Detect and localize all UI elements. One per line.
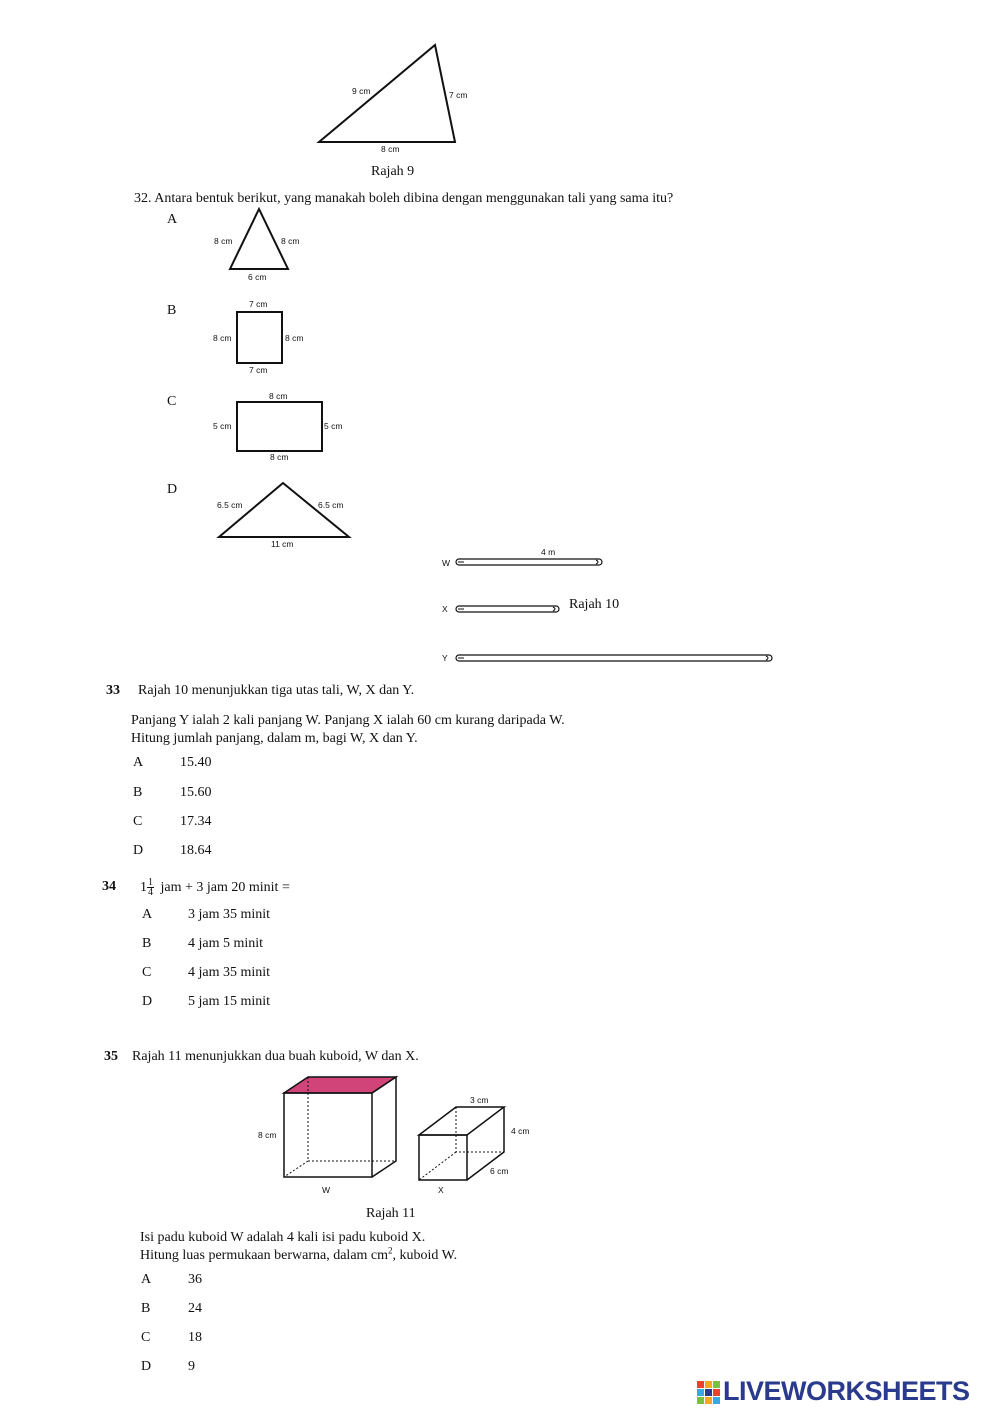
q35-line-2-superscript: 2 xyxy=(388,1245,393,1256)
q35-option-a-letter[interactable]: A xyxy=(141,1272,152,1287)
q32-d-right-label: 6.5 cm xyxy=(318,500,344,510)
q34-option-b-letter[interactable]: B xyxy=(142,936,152,951)
cuboid-w-height-label: 8 cm xyxy=(258,1130,277,1140)
liveworksheets-wordmark: LIVEWORKSHEETS xyxy=(723,1376,970,1406)
q32-option-d-letter[interactable]: D xyxy=(167,482,178,497)
rajah-9-caption: Rajah 9 xyxy=(371,164,415,179)
q32-c-left-label: 5 cm xyxy=(213,421,232,431)
q32-a-left-label: 8 cm xyxy=(214,236,233,246)
rajah-9-right-label: 7 cm xyxy=(449,90,468,100)
q34-numerator: 1 xyxy=(148,877,153,889)
question-33-line-1: Panjang Y ialah 2 kali panjang W. Panjang X ialah 60 cm kurang daripada W. xyxy=(131,713,565,728)
question-33-stem: Rajah 10 menunjukkan tiga utas tali, W, X dan Y. xyxy=(138,683,415,698)
question-35-line-2 xyxy=(140,1247,457,1265)
q32-d-bottom-label: 11 cm xyxy=(271,539,294,549)
question-35-line-1: Isi padu kuboid W adalah 4 kali isi padu kuboid X. xyxy=(140,1230,426,1245)
q34-option-d-letter[interactable]: D xyxy=(142,994,153,1009)
q35-option-c-value[interactable]: 18 xyxy=(188,1330,202,1345)
question-35-number: 35 xyxy=(104,1049,118,1064)
q32-c-bottom-label: 8 cm xyxy=(270,452,289,462)
q34-rest: jam + 3 jam 20 minit = xyxy=(160,880,290,895)
question-34-number: 34 xyxy=(102,879,116,894)
rajah-11-caption: Rajah 11 xyxy=(366,1206,416,1221)
q34-option-c-value[interactable]: 4 jam 35 minit xyxy=(188,965,271,980)
q33-option-a-value[interactable]: 15.40 xyxy=(180,755,212,770)
q32-option-b-letter[interactable]: B xyxy=(167,303,177,318)
q34-option-d-value[interactable]: 5 jam 15 minit xyxy=(188,994,271,1009)
q32-c-right-label: 5 cm xyxy=(324,421,343,431)
q32-b-left-label: 8 cm xyxy=(213,333,232,343)
q33-option-c-value[interactable]: 17.34 xyxy=(180,814,212,829)
q34-whole: 1 xyxy=(140,880,147,895)
rajah-10-caption: Rajah 10 xyxy=(569,597,620,612)
q32-option-a-letter[interactable]: A xyxy=(167,212,178,227)
q32-a-bottom-label: 6 cm xyxy=(248,272,267,282)
q35-line-2-text: Hitung luas permukaan berwarna, dalam cm xyxy=(140,1248,389,1263)
rope-w-length-label: 4 m xyxy=(541,547,556,557)
q34-option-a-value[interactable]: 3 jam 35 minit xyxy=(188,907,271,922)
q32-option-c-letter[interactable]: C xyxy=(167,394,177,409)
q35-option-c-letter[interactable]: C xyxy=(141,1330,151,1345)
q35-option-b-value[interactable]: 24 xyxy=(188,1301,202,1316)
question-32-text: 32. Antara bentuk berikut, yang manakah boleh dibina dengan menggunakan tali yang sama itu? xyxy=(134,191,674,206)
rope-x-label: X xyxy=(442,604,448,614)
cuboid-w-name: W xyxy=(322,1185,331,1195)
question-33-line-2: Hitung jumlah panjang, dalam m, bagi W, X dan Y. xyxy=(131,731,418,746)
q32-b-right-label: 8 cm xyxy=(285,333,304,343)
q35-option-d-letter[interactable]: D xyxy=(141,1359,152,1374)
cuboid-w-shaded-top xyxy=(284,1077,396,1093)
q32-a-right-label: 8 cm xyxy=(281,236,300,246)
rope-w-label: W xyxy=(442,558,451,568)
liveworksheets-icon xyxy=(697,1381,721,1407)
q35-option-a-value[interactable]: 36 xyxy=(188,1272,202,1287)
q33-option-c-letter[interactable]: C xyxy=(133,814,143,829)
q32-c-top-label: 8 cm xyxy=(269,391,288,401)
rajah-9-left-label: 9 cm xyxy=(352,86,371,96)
q34-option-c-letter[interactable]: C xyxy=(142,965,152,980)
q33-option-a-letter[interactable]: A xyxy=(133,755,144,770)
q32-d-left-label: 6.5 cm xyxy=(217,500,243,510)
cuboid-x-height-label: 4 cm xyxy=(511,1126,530,1136)
question-33-number: 33 xyxy=(106,683,120,698)
q34-option-a-letter[interactable]: A xyxy=(142,907,153,922)
q35-option-b-letter[interactable]: B xyxy=(141,1301,151,1316)
cuboid-x-name: X xyxy=(438,1185,444,1195)
q32-b-top-label: 7 cm xyxy=(249,299,268,309)
rajah-9-bottom-label: 8 cm xyxy=(381,144,400,154)
q33-option-d-value[interactable]: 18.64 xyxy=(180,843,212,858)
rope-y-label: Y xyxy=(442,653,448,663)
q32-b-bottom-label: 7 cm xyxy=(249,365,268,375)
cuboid-x-top-label: 3 cm xyxy=(470,1095,489,1105)
q33-option-b-letter[interactable]: B xyxy=(133,785,143,800)
cuboid-w xyxy=(284,1077,396,1177)
q33-option-d-letter[interactable]: D xyxy=(133,843,144,858)
question-35-stem: Rajah 11 menunjukkan dua buah kuboid, W dan X. xyxy=(132,1049,419,1064)
q35-option-d-value[interactable]: 9 xyxy=(188,1359,195,1374)
q35-line-2-end: , kuboid W. xyxy=(392,1248,458,1263)
q34-denominator: 4 xyxy=(148,887,153,899)
cuboid-x-depth-label: 6 cm xyxy=(490,1166,509,1176)
q34-option-b-value[interactable]: 4 jam 5 minit xyxy=(188,936,264,951)
q33-option-b-value[interactable]: 15.60 xyxy=(180,785,212,800)
